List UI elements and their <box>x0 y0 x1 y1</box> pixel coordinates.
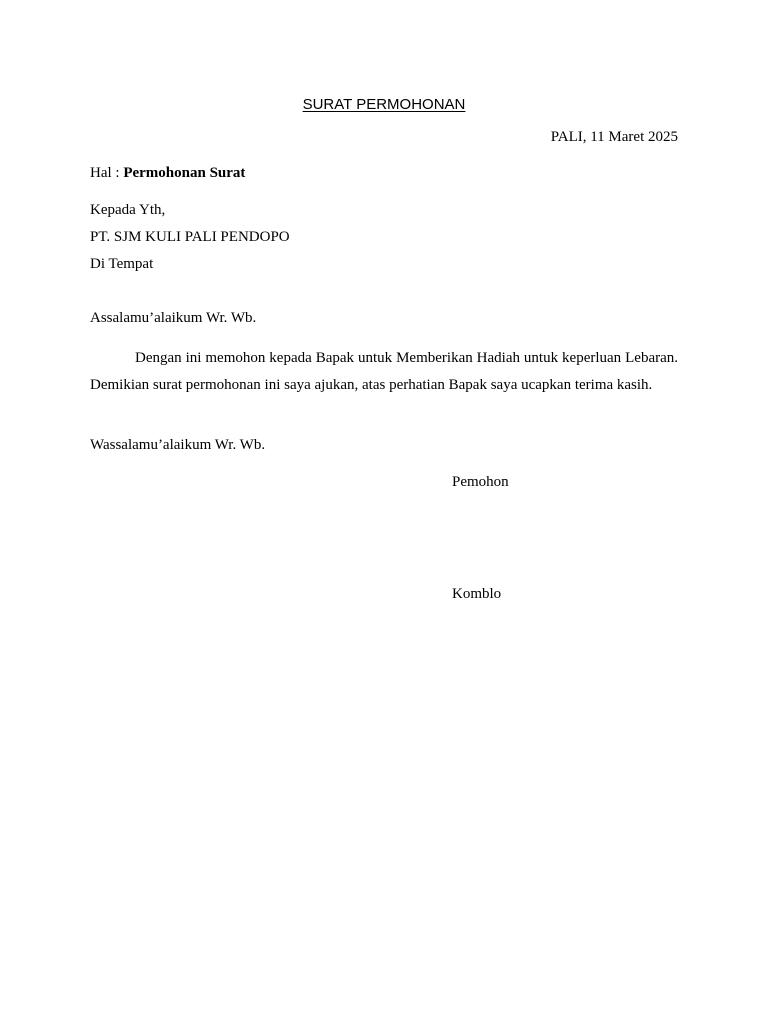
subject-value: Permohonan Surat <box>123 165 246 181</box>
recipient-salutation: Kepada Yth, <box>90 202 166 218</box>
body-paragraph: Dengan ini memohon kepada Bapak untuk Memberikan Hadiah untuk keperluan Lebaran. Demikian surat permohonan ini saya ajukan, atas perhatian Bapak saya ucapkan terima kasih. <box>90 350 678 393</box>
recipient-company: PT. SJM KULI PALI PENDOPO <box>90 229 290 245</box>
letter-title: SURAT PERMOHONAN <box>302 96 466 113</box>
subject-line <box>90 164 245 182</box>
subject-label: Hal : <box>90 165 124 181</box>
opening-greeting: Assalamu’alaikum Wr. Wb. <box>90 310 257 326</box>
place-date: PALI, 11 Maret 2025 <box>550 129 678 145</box>
closing-greeting: Wassalamu’alaikum Wr. Wb. <box>90 437 266 453</box>
recipient-location: Di Tempat <box>90 256 154 272</box>
signature-role: Pemohon <box>452 474 509 490</box>
signature-name: Komblo <box>452 586 502 602</box>
